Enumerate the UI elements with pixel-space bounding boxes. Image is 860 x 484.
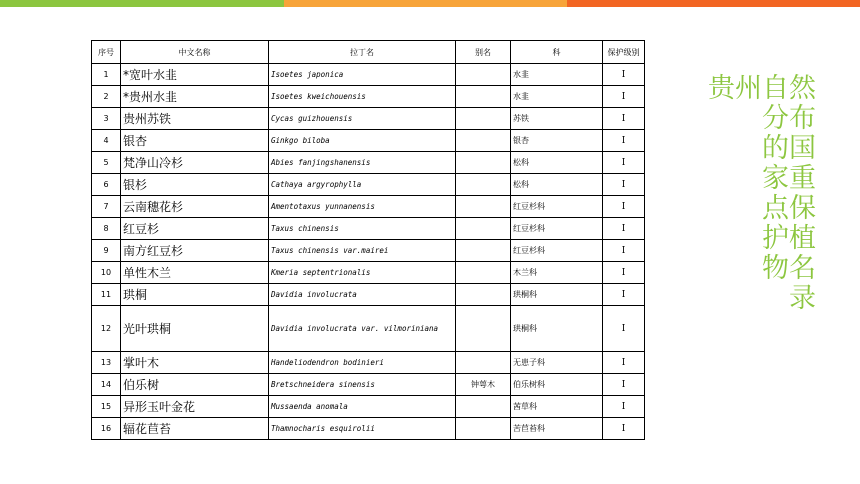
cell-alias (456, 64, 511, 86)
side-title-line: 分布 (762, 103, 816, 134)
cell-family: 珙桐科 (511, 306, 603, 352)
cell-alias (456, 130, 511, 152)
top-bar-red (567, 0, 860, 7)
cell-protection-level: I (603, 240, 645, 262)
header-latin-name: 拉丁名 (269, 41, 456, 64)
cell-family: 松科 (511, 174, 603, 196)
table-row (92, 284, 645, 306)
table-row (92, 306, 645, 352)
cell-family: 无患子科 (511, 352, 603, 374)
cell-family: 红豆杉科 (511, 218, 603, 240)
cell-alias (456, 262, 511, 284)
cell-latin-name: Kmeria septentrionalis (269, 262, 456, 284)
cell-latin-name: Davidia involucrata var. vilmoriniana (269, 306, 456, 352)
header-family: 科 (511, 41, 603, 64)
top-bar-green (0, 0, 284, 7)
cell-alias (456, 418, 511, 440)
cell-family: 珙桐科 (511, 284, 603, 306)
cell-family: 苦苣苔科 (511, 418, 603, 440)
table-row (92, 218, 645, 240)
cell-chinese-name: 单性木兰 (121, 262, 269, 284)
header-alias: 别名 (456, 41, 511, 64)
side-title-line: 录 (789, 283, 816, 314)
cell-latin-name: Cathaya argyrophylla (269, 174, 456, 196)
cell-serial: 10 (92, 262, 121, 284)
cell-serial: 3 (92, 108, 121, 130)
cell-alias (456, 196, 511, 218)
cell-latin-name: Bretschneidera sinensis (269, 374, 456, 396)
cell-serial: 2 (92, 86, 121, 108)
cell-serial: 8 (92, 218, 121, 240)
cell-chinese-name: 贵州苏铁 (121, 108, 269, 130)
cell-latin-name: Isoetes kweichouensis (269, 86, 456, 108)
cell-protection-level: I (603, 262, 645, 284)
cell-serial: 11 (92, 284, 121, 306)
cell-chinese-name: 梵净山冷杉 (121, 152, 269, 174)
cell-chinese-name: 南方红豆杉 (121, 240, 269, 262)
cell-latin-name: Ginkgo biloba (269, 130, 456, 152)
table-row (92, 352, 645, 374)
header-protection-level: 保护级别 (603, 41, 645, 64)
cell-protection-level: I (603, 374, 645, 396)
cell-protection-level: I (603, 352, 645, 374)
cell-serial: 15 (92, 396, 121, 418)
table-row (92, 418, 645, 440)
cell-chinese-name: 异形玉叶金花 (121, 396, 269, 418)
cell-protection-level: I (603, 418, 645, 440)
table-row (92, 374, 645, 396)
cell-family: 苏铁 (511, 108, 603, 130)
cell-chinese-name: 云南穗花杉 (121, 196, 269, 218)
table-row (92, 240, 645, 262)
cell-family: 水韭 (511, 86, 603, 108)
cell-serial: 12 (92, 306, 121, 352)
cell-chinese-name: 珙桐 (121, 284, 269, 306)
cell-serial: 16 (92, 418, 121, 440)
cell-serial: 7 (92, 196, 121, 218)
cell-alias (456, 284, 511, 306)
cell-family: 伯乐树科 (511, 374, 603, 396)
cell-latin-name: Thamnocharis esquirolii (269, 418, 456, 440)
cell-protection-level: I (603, 86, 645, 108)
cell-chinese-name: 伯乐树 (121, 374, 269, 396)
cell-latin-name: Handeliodendron bodinieri (269, 352, 456, 374)
cell-alias: 钟萼木 (456, 374, 511, 396)
side-title-line: 家重 (762, 163, 816, 194)
cell-family: 银杏 (511, 130, 603, 152)
cell-family: 红豆杉科 (511, 240, 603, 262)
cell-latin-name: Amentotaxus yunnanensis (269, 196, 456, 218)
table-row (92, 152, 645, 174)
cell-protection-level: I (603, 152, 645, 174)
cell-latin-name: Taxus chinensis var.mairei (269, 240, 456, 262)
cell-chinese-name: 银杏 (121, 130, 269, 152)
cell-family: 松科 (511, 152, 603, 174)
table-row (92, 262, 645, 284)
side-title-line: 贵州自然 (708, 73, 816, 104)
table-body (92, 64, 645, 440)
cell-alias (456, 108, 511, 130)
cell-serial: 9 (92, 240, 121, 262)
side-title-line: 护植 (762, 223, 816, 254)
cell-protection-level: I (603, 218, 645, 240)
table-row (92, 64, 645, 86)
table-header-row (92, 41, 645, 64)
cell-protection-level: I (603, 306, 645, 352)
protected-plants-table (91, 40, 645, 440)
cell-latin-name: Cycas guizhouensis (269, 108, 456, 130)
cell-protection-level: I (603, 396, 645, 418)
table-row (92, 130, 645, 152)
side-title (686, 74, 816, 314)
cell-latin-name: Davidia involucrata (269, 284, 456, 306)
cell-protection-level: I (603, 174, 645, 196)
cell-alias (456, 240, 511, 262)
cell-chinese-name: *贵州水韭 (121, 86, 269, 108)
cell-chinese-name: 辐花苣苔 (121, 418, 269, 440)
table-row (92, 174, 645, 196)
top-bar-orange (284, 0, 567, 7)
cell-serial: 13 (92, 352, 121, 374)
cell-alias (456, 86, 511, 108)
table-row (92, 396, 645, 418)
cell-family: 茜草科 (511, 396, 603, 418)
table-row (92, 86, 645, 108)
header-serial: 序号 (92, 41, 121, 64)
cell-family: 水韭 (511, 64, 603, 86)
side-title-line: 点保 (762, 193, 816, 224)
side-title-line: 物名 (762, 253, 816, 284)
cell-alias (456, 306, 511, 352)
cell-alias (456, 218, 511, 240)
cell-chinese-name: 掌叶木 (121, 352, 269, 374)
table-row (92, 108, 645, 130)
cell-serial: 4 (92, 130, 121, 152)
cell-protection-level: I (603, 64, 645, 86)
cell-serial: 14 (92, 374, 121, 396)
cell-protection-level: I (603, 284, 645, 306)
side-title-line: 的国 (762, 133, 816, 164)
cell-protection-level: I (603, 196, 645, 218)
cell-alias (456, 152, 511, 174)
cell-latin-name: Taxus chinensis (269, 218, 456, 240)
cell-serial: 1 (92, 64, 121, 86)
cell-serial: 6 (92, 174, 121, 196)
cell-alias (456, 174, 511, 196)
cell-protection-level: I (603, 108, 645, 130)
cell-protection-level: I (603, 130, 645, 152)
cell-latin-name: Mussaenda anomala (269, 396, 456, 418)
cell-latin-name: Abies fanjingshanensis (269, 152, 456, 174)
cell-chinese-name: 红豆杉 (121, 218, 269, 240)
cell-family: 木兰科 (511, 262, 603, 284)
cell-latin-name: Isoetes japonica (269, 64, 456, 86)
cell-serial: 5 (92, 152, 121, 174)
cell-family: 红豆杉科 (511, 196, 603, 218)
cell-alias (456, 352, 511, 374)
table-row (92, 196, 645, 218)
cell-chinese-name: 光叶珙桐 (121, 306, 269, 352)
top-color-bar (0, 0, 860, 7)
cell-chinese-name: 银杉 (121, 174, 269, 196)
cell-chinese-name: *宽叶水韭 (121, 64, 269, 86)
header-chinese-name: 中文名称 (121, 41, 269, 64)
cell-alias (456, 396, 511, 418)
